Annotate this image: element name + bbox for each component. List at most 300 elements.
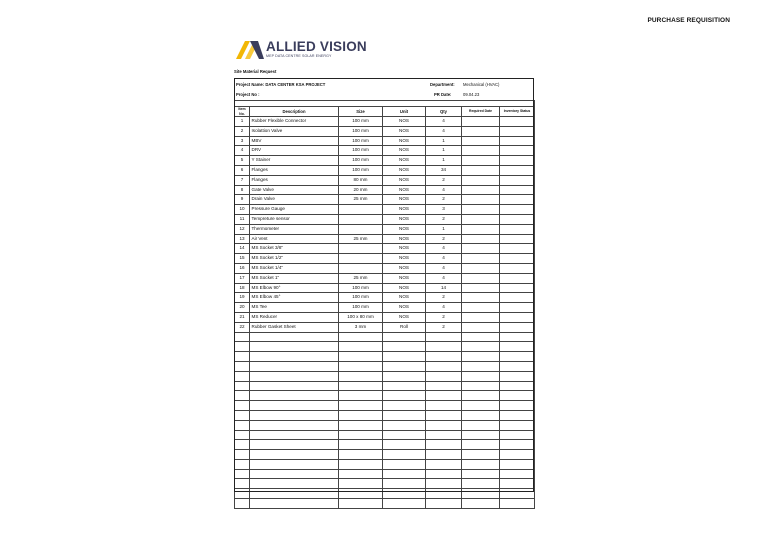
empty-row <box>235 499 535 509</box>
cell-desc: MS Socket 3/8" <box>250 244 339 254</box>
cell-unit: NOS <box>383 214 426 224</box>
cell-desc: Y Stainer <box>250 156 339 166</box>
empty-cell <box>462 361 500 371</box>
empty-cell <box>500 401 535 411</box>
empty-cell <box>250 459 339 469</box>
cell-no: 3 <box>235 136 250 146</box>
empty-row <box>235 489 535 499</box>
header-item-no: Item No. <box>235 107 250 117</box>
cell-required-date <box>462 117 500 127</box>
cell-unit: NOS <box>383 234 426 244</box>
cell-qty: 1 <box>426 224 462 234</box>
empty-cell <box>339 391 383 401</box>
empty-cell <box>462 450 500 460</box>
cell-size: 100 mm <box>339 293 383 303</box>
empty-cell <box>426 342 462 352</box>
cell-desc: Air Vent <box>250 234 339 244</box>
empty-cell <box>339 450 383 460</box>
logo-tagline: MEP DATA CENTRE SOLAR ENERGY <box>266 54 332 58</box>
empty-cell <box>339 440 383 450</box>
empty-cell <box>235 450 250 460</box>
empty-row <box>235 352 535 362</box>
empty-cell <box>339 479 383 489</box>
cell-size: 100 mm <box>339 303 383 313</box>
department-value: Mechanical (HVAC) <box>463 82 500 87</box>
cell-desc: MS Socket 1/4" <box>250 263 339 273</box>
empty-cell <box>250 430 339 440</box>
cell-required-date <box>462 126 500 136</box>
cell-qty: 2 <box>426 293 462 303</box>
cell-size <box>339 205 383 215</box>
table-row <box>235 224 535 234</box>
empty-cell <box>250 440 339 450</box>
empty-cell <box>500 361 535 371</box>
empty-cell <box>235 479 250 489</box>
header-row <box>235 107 535 117</box>
empty-cell <box>339 430 383 440</box>
cell-no: 9 <box>235 195 250 205</box>
empty-cell <box>383 352 426 362</box>
cell-desc: MS Socket 1" <box>250 273 339 283</box>
empty-cell <box>383 401 426 411</box>
cell-inventory-status <box>500 205 535 215</box>
cell-qty: 4 <box>426 254 462 264</box>
empty-cell <box>426 381 462 391</box>
empty-cell <box>383 332 426 342</box>
cell-desc: Thermometer <box>250 224 339 234</box>
empty-cell <box>462 469 500 479</box>
empty-cell <box>339 381 383 391</box>
cell-required-date <box>462 224 500 234</box>
cell-inventory-status <box>500 273 535 283</box>
document-title: PURCHASE REQUISITION <box>647 17 730 24</box>
empty-cell <box>339 332 383 342</box>
empty-cell <box>235 489 250 499</box>
pr-date-label: PR Date: <box>434 92 452 97</box>
empty-cell <box>235 371 250 381</box>
cell-size: 100 mm <box>339 146 383 156</box>
empty-cell <box>426 401 462 411</box>
empty-row <box>235 401 535 411</box>
empty-cell <box>500 410 535 420</box>
empty-cell <box>250 499 339 509</box>
empty-cell <box>462 489 500 499</box>
cell-inventory-status <box>500 234 535 244</box>
empty-cell <box>462 440 500 450</box>
empty-cell <box>235 361 250 371</box>
empty-cell <box>500 352 535 362</box>
cell-size <box>339 224 383 234</box>
cell-no: 6 <box>235 165 250 175</box>
cell-no: 4 <box>235 146 250 156</box>
empty-cell <box>383 479 426 489</box>
empty-row <box>235 450 535 460</box>
cell-qty: 1 <box>426 156 462 166</box>
cell-size <box>339 214 383 224</box>
requisition-table <box>234 100 535 509</box>
empty-cell <box>383 371 426 381</box>
table-row <box>235 146 535 156</box>
cell-desc: Drain Valve <box>250 195 339 205</box>
cell-desc: MS Reducer <box>250 312 339 322</box>
empty-cell <box>462 342 500 352</box>
empty-cell <box>500 371 535 381</box>
cell-inventory-status <box>500 303 535 313</box>
cell-inventory-status <box>500 322 535 332</box>
cell-required-date <box>462 293 500 303</box>
table-row <box>235 126 535 136</box>
cell-inventory-status <box>500 146 535 156</box>
cell-no: 20 <box>235 303 250 313</box>
cell-desc: Rubber Gasket Sheet <box>250 322 339 332</box>
cell-size <box>339 263 383 273</box>
cell-desc: DRV <box>250 146 339 156</box>
empty-cell <box>383 361 426 371</box>
cell-inventory-status <box>500 195 535 205</box>
empty-cell <box>339 352 383 362</box>
cell-desc: Rubber Flexible Connector <box>250 117 339 127</box>
cell-required-date <box>462 205 500 215</box>
empty-row <box>235 371 535 381</box>
cell-required-date <box>462 254 500 264</box>
header-inventory-status: Inventory Status <box>500 107 535 117</box>
cell-inventory-status <box>500 117 535 127</box>
cell-inventory-status <box>500 312 535 322</box>
empty-cell <box>383 450 426 460</box>
cell-qty: 4 <box>426 117 462 127</box>
cell-size: 100 x 80 mm <box>339 312 383 322</box>
header-size: Size <box>339 107 383 117</box>
empty-cell <box>383 459 426 469</box>
empty-cell <box>426 332 462 342</box>
cell-desc: MBV <box>250 136 339 146</box>
cell-required-date <box>462 175 500 185</box>
empty-cell <box>383 430 426 440</box>
cell-required-date <box>462 146 500 156</box>
cell-desc: Gate Valve <box>250 185 339 195</box>
cell-no: 17 <box>235 273 250 283</box>
table-row <box>235 244 535 254</box>
cell-qty: 14 <box>426 283 462 293</box>
cell-qty: 2 <box>426 322 462 332</box>
empty-cell <box>383 469 426 479</box>
cell-required-date <box>462 156 500 166</box>
header-required-date: Required Date <box>462 107 500 117</box>
cell-size: 100 mm <box>339 156 383 166</box>
project-no: Project No : <box>236 92 260 97</box>
empty-cell <box>339 469 383 479</box>
cell-size <box>339 254 383 264</box>
cell-inventory-status <box>500 185 535 195</box>
empty-cell <box>462 499 500 509</box>
cell-unit: NOS <box>383 205 426 215</box>
empty-cell <box>235 332 250 342</box>
cell-qty: 2 <box>426 312 462 322</box>
table-row <box>235 185 535 195</box>
empty-cell <box>500 332 535 342</box>
empty-cell <box>250 489 339 499</box>
cell-size: 100 mm <box>339 283 383 293</box>
empty-cell <box>383 499 426 509</box>
cell-qty: 2 <box>426 234 462 244</box>
empty-row <box>235 410 535 420</box>
project-info <box>234 78 534 100</box>
cell-qty: 4 <box>426 273 462 283</box>
empty-row <box>235 440 535 450</box>
company-logo <box>236 37 367 61</box>
empty-cell <box>250 352 339 362</box>
cell-no: 15 <box>235 254 250 264</box>
empty-cell <box>250 469 339 479</box>
cell-desc: MS Elbow 45° <box>250 293 339 303</box>
empty-row <box>235 430 535 440</box>
cell-no: 11 <box>235 214 250 224</box>
cell-inventory-status <box>500 244 535 254</box>
cell-no: 19 <box>235 293 250 303</box>
empty-cell <box>339 489 383 499</box>
empty-cell <box>339 401 383 411</box>
empty-cell <box>500 342 535 352</box>
empty-cell <box>235 410 250 420</box>
table-row <box>235 165 535 175</box>
empty-cell <box>339 420 383 430</box>
cell-size: 100 mm <box>339 136 383 146</box>
empty-cell <box>500 381 535 391</box>
cell-required-date <box>462 263 500 273</box>
cell-unit: NOS <box>383 283 426 293</box>
empty-cell <box>462 401 500 411</box>
empty-cell <box>500 420 535 430</box>
empty-cell <box>500 440 535 450</box>
cell-unit: NOS <box>383 175 426 185</box>
empty-cell <box>462 332 500 342</box>
cell-qty: 2 <box>426 195 462 205</box>
empty-cell <box>426 479 462 489</box>
cell-no: 1 <box>235 117 250 127</box>
cell-no: 22 <box>235 322 250 332</box>
empty-cell <box>383 381 426 391</box>
empty-cell <box>500 430 535 440</box>
empty-cell <box>426 420 462 430</box>
cell-qty: 4 <box>426 263 462 273</box>
cell-desc: MS Elbow 90° <box>250 283 339 293</box>
empty-cell <box>500 479 535 489</box>
empty-cell <box>462 410 500 420</box>
cell-unit: NOS <box>383 263 426 273</box>
empty-cell <box>500 459 535 469</box>
cell-size: 20 mm <box>339 185 383 195</box>
empty-cell <box>462 381 500 391</box>
empty-cell <box>250 371 339 381</box>
cell-desc: Flanges <box>250 175 339 185</box>
empty-cell <box>339 371 383 381</box>
cell-unit: NOS <box>383 293 426 303</box>
empty-cell <box>426 459 462 469</box>
cell-inventory-status <box>500 214 535 224</box>
empty-cell <box>426 391 462 401</box>
cell-desc: Tempreture sensor <box>250 214 339 224</box>
cell-unit: NOS <box>383 303 426 313</box>
cell-required-date <box>462 185 500 195</box>
table-row <box>235 273 535 283</box>
section-label: Site Material Request <box>234 69 277 74</box>
cell-size: 25 mm <box>339 234 383 244</box>
empty-cell <box>339 361 383 371</box>
cell-inventory-status <box>500 224 535 234</box>
empty-row <box>235 459 535 469</box>
empty-cell <box>383 420 426 430</box>
empty-cell <box>235 342 250 352</box>
cell-no: 8 <box>235 185 250 195</box>
cell-no: 7 <box>235 175 250 185</box>
empty-cell <box>500 469 535 479</box>
empty-cell <box>250 391 339 401</box>
cell-size: 100 mm <box>339 126 383 136</box>
empty-cell <box>250 361 339 371</box>
empty-cell <box>383 410 426 420</box>
cell-required-date <box>462 303 500 313</box>
cell-qty: 2 <box>426 214 462 224</box>
cell-unit: NOS <box>383 273 426 283</box>
header-qty: Qty <box>426 107 462 117</box>
empty-cell <box>235 420 250 430</box>
empty-cell <box>250 450 339 460</box>
empty-row <box>235 479 535 489</box>
empty-row <box>235 381 535 391</box>
empty-cell <box>426 469 462 479</box>
empty-cell <box>383 489 426 499</box>
cell-size: 100 mm <box>339 165 383 175</box>
empty-cell <box>462 371 500 381</box>
cell-inventory-status <box>500 175 535 185</box>
empty-row <box>235 361 535 371</box>
empty-cell <box>426 489 462 499</box>
table-row <box>235 195 535 205</box>
empty-cell <box>250 332 339 342</box>
cell-no: 5 <box>235 156 250 166</box>
table-row <box>235 136 535 146</box>
cell-unit: Roll <box>383 322 426 332</box>
cell-size: 100 mm <box>339 117 383 127</box>
table-row <box>235 263 535 273</box>
empty-cell <box>426 371 462 381</box>
cell-unit: NOS <box>383 224 426 234</box>
empty-cell <box>500 450 535 460</box>
cell-inventory-status <box>500 126 535 136</box>
cell-inventory-status <box>500 156 535 166</box>
table-row <box>235 283 535 293</box>
cell-required-date <box>462 136 500 146</box>
table-row <box>235 117 535 127</box>
cell-inventory-status <box>500 254 535 264</box>
cell-unit: NOS <box>383 312 426 322</box>
empty-cell <box>462 459 500 469</box>
cell-unit: NOS <box>383 244 426 254</box>
empty-cell <box>500 489 535 499</box>
cell-no: 14 <box>235 244 250 254</box>
empty-cell <box>426 361 462 371</box>
table-row <box>235 234 535 244</box>
cell-size: 25 mm <box>339 273 383 283</box>
empty-cell <box>250 381 339 391</box>
cell-qty: 4 <box>426 303 462 313</box>
empty-row <box>235 342 535 352</box>
empty-cell <box>235 499 250 509</box>
cell-required-date <box>462 322 500 332</box>
table-row <box>235 214 535 224</box>
empty-cell <box>500 499 535 509</box>
cell-no: 12 <box>235 224 250 234</box>
cell-inventory-status <box>500 283 535 293</box>
empty-cell <box>426 440 462 450</box>
cell-inventory-status <box>500 263 535 273</box>
cell-unit: NOS <box>383 117 426 127</box>
cell-required-date <box>462 165 500 175</box>
empty-cell <box>235 401 250 411</box>
empty-row <box>235 420 535 430</box>
header-description: Description <box>250 107 339 117</box>
cell-unit: NOS <box>383 165 426 175</box>
cell-required-date <box>462 312 500 322</box>
empty-row <box>235 391 535 401</box>
table-row <box>235 205 535 215</box>
table-row <box>235 175 535 185</box>
cell-desc: MS Tee <box>250 303 339 313</box>
cell-inventory-status <box>500 165 535 175</box>
cell-desc: Pressure Gauge <box>250 205 339 215</box>
table-body <box>235 117 535 509</box>
cell-inventory-status <box>500 293 535 303</box>
cell-size: 3 mm <box>339 322 383 332</box>
empty-cell <box>383 440 426 450</box>
cell-desc: MS Socket 1/2" <box>250 254 339 264</box>
table-row <box>235 303 535 313</box>
empty-cell <box>235 440 250 450</box>
empty-cell <box>426 450 462 460</box>
empty-cell <box>383 391 426 401</box>
project-name: Project Name: DATA CENTER KSA PROJECT <box>236 82 326 87</box>
cell-required-date <box>462 283 500 293</box>
empty-cell <box>250 479 339 489</box>
cell-required-date <box>462 234 500 244</box>
cell-required-date <box>462 195 500 205</box>
pr-date-value: 09.04.23 <box>463 92 480 97</box>
empty-cell <box>235 391 250 401</box>
table-row <box>235 312 535 322</box>
empty-cell <box>383 342 426 352</box>
cell-qty: 3 <box>426 205 462 215</box>
empty-cell <box>462 430 500 440</box>
empty-cell <box>462 352 500 362</box>
header-unit: Unit <box>383 107 426 117</box>
empty-cell <box>235 352 250 362</box>
empty-cell <box>426 352 462 362</box>
empty-row <box>235 469 535 479</box>
cell-qty: 2 <box>426 175 462 185</box>
cell-size: 80 mm <box>339 175 383 185</box>
empty-cell <box>339 410 383 420</box>
empty-cell <box>235 381 250 391</box>
empty-cell <box>339 459 383 469</box>
empty-cell <box>426 430 462 440</box>
cell-qty: 1 <box>426 146 462 156</box>
empty-cell <box>250 410 339 420</box>
empty-cell <box>235 469 250 479</box>
cell-required-date <box>462 244 500 254</box>
cell-inventory-status <box>500 136 535 146</box>
empty-cell <box>235 459 250 469</box>
cell-required-date <box>462 273 500 283</box>
